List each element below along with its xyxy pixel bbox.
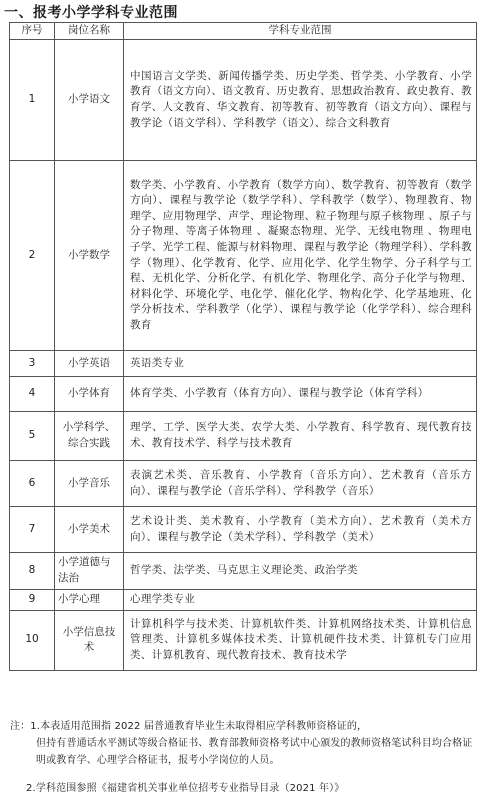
row-position: 小学英语 [55, 351, 124, 377]
table-row [10, 40, 477, 161]
table-header-row [10, 23, 477, 40]
footnotes [10, 718, 478, 797]
row-position: 小学信息技术 [55, 610, 124, 670]
row-scope: 表演艺术类、音乐教育、小学教育（音乐方向）、艺术教育（音乐方向）、课程与教学论（音乐学科）、学科教学（音乐） [124, 461, 477, 507]
row-number: 2 [10, 161, 55, 351]
row-scope: 心理学类专业 [124, 590, 477, 611]
table-row [10, 161, 477, 351]
row-position: 小学科学、综合实践 [55, 412, 124, 461]
row-scope: 中国语言文学类、新闻传播学类、历史学类、哲学类、小学教育、小学教育（语文方向）、语文教育、历史教育、思想政治教育、政史教育、教育学、人文教育、华文教育、初等教育、初等教育（语文方向）、课程与教学论（语文学科）、学科教学（语文）、综合文科教育 [124, 40, 477, 161]
table-row [10, 553, 477, 590]
note-1-first-line: 注：1.本表适用范围指 2022 届普通教育毕业生未取得相应学科教师资格证的， [10, 721, 368, 732]
table-row [10, 507, 477, 553]
row-position: 小学数学 [55, 161, 124, 351]
row-scope: 体育学类、小学教育（体育方向）、课程与教学论（体育学科） [124, 377, 477, 412]
row-number: 7 [10, 507, 55, 553]
row-scope: 英语类专业 [124, 351, 477, 377]
note-1-continuation: 但持有普通话水平测试等级合格证书、教育部教师资格考试中心颁发的教师资格笔试科目均合格证明或教育学、心理学合格证书，报考小学岗位的人员。 [36, 738, 473, 766]
row-scope: 艺术设计类、美术教育、小学教育（美术方向）、艺术教育（美术方向）、课程与教学论（美术学科）、学科教学（美术） [124, 507, 477, 553]
row-number: 4 [10, 377, 55, 412]
row-number: 9 [10, 590, 55, 611]
row-number: 3 [10, 351, 55, 377]
page-heading: 一、报考小学学科专业范围 [4, 5, 178, 21]
table-row [10, 610, 477, 670]
row-position: 小学心理 [55, 590, 124, 611]
row-number: 5 [10, 412, 55, 461]
row-scope: 哲学类、法学类、马克思主义理论类、政治学类 [124, 553, 477, 590]
row-scope: 计算机科学与技术类、计算机软件类、计算机网络技术类、计算机信息管理类、计算机多媒体技术类、计算机硬件技术类、计算机专门应用类、计算机教育、现代教育技术、教育技术学 [124, 610, 477, 670]
note-2: 2.学科范围参照《福建省机关事业单位招考专业指导目录（2021 年）》 [26, 783, 345, 794]
row-position: 小学语文 [55, 40, 124, 161]
row-position: 小学美术 [55, 507, 124, 553]
row-number: 6 [10, 461, 55, 507]
table-row [10, 590, 477, 611]
table-row [10, 461, 477, 507]
row-position: 小学道德与法治 [55, 553, 124, 590]
row-scope: 数学类、小学教育、小学教育（数学方向）、数学教育、初等教育（数学方向）、课程与教学论（数学学科）、学科教学（数学）、物理教育、物理学、应用物理学、声学、理论物理、粒子物理与原子核物理 、原子与分子物理、等离子体物理 、凝聚态物理、光学、无线电物理 、物理电子学、光学工程、能源与材料物理、课程与教学论（物理学科）、学科教学（物理）、化学教育、化学、应用化学、化学生物学、分子科学与工程、无机化学、分析化学、有机化学、物理化学、高分子化学与物理、材料化学、环境化学、电化学、催化化学、物构化学、化学基地班、化学分析技术、学科教学（化学）、课程与教学论（化学学科）、综合理科教育 [124, 161, 477, 351]
row-position: 小学音乐 [55, 461, 124, 507]
row-position: 小学体育 [55, 377, 124, 412]
row-number: 10 [10, 610, 55, 670]
row-number: 8 [10, 553, 55, 590]
header-number: 序号 [10, 23, 55, 40]
table-row [10, 377, 477, 412]
subject-scope-table [9, 22, 477, 671]
table-row [10, 412, 477, 461]
header-position: 岗位名称 [55, 23, 124, 40]
row-number: 1 [10, 40, 55, 161]
row-scope: 理学、工学、医学大类、农学大类、小学教育、科学教育、现代教育技术、教育技术学、科学与技术教育 [124, 412, 477, 461]
table-row [10, 351, 477, 377]
header-scope: 学科专业范围 [124, 23, 477, 40]
